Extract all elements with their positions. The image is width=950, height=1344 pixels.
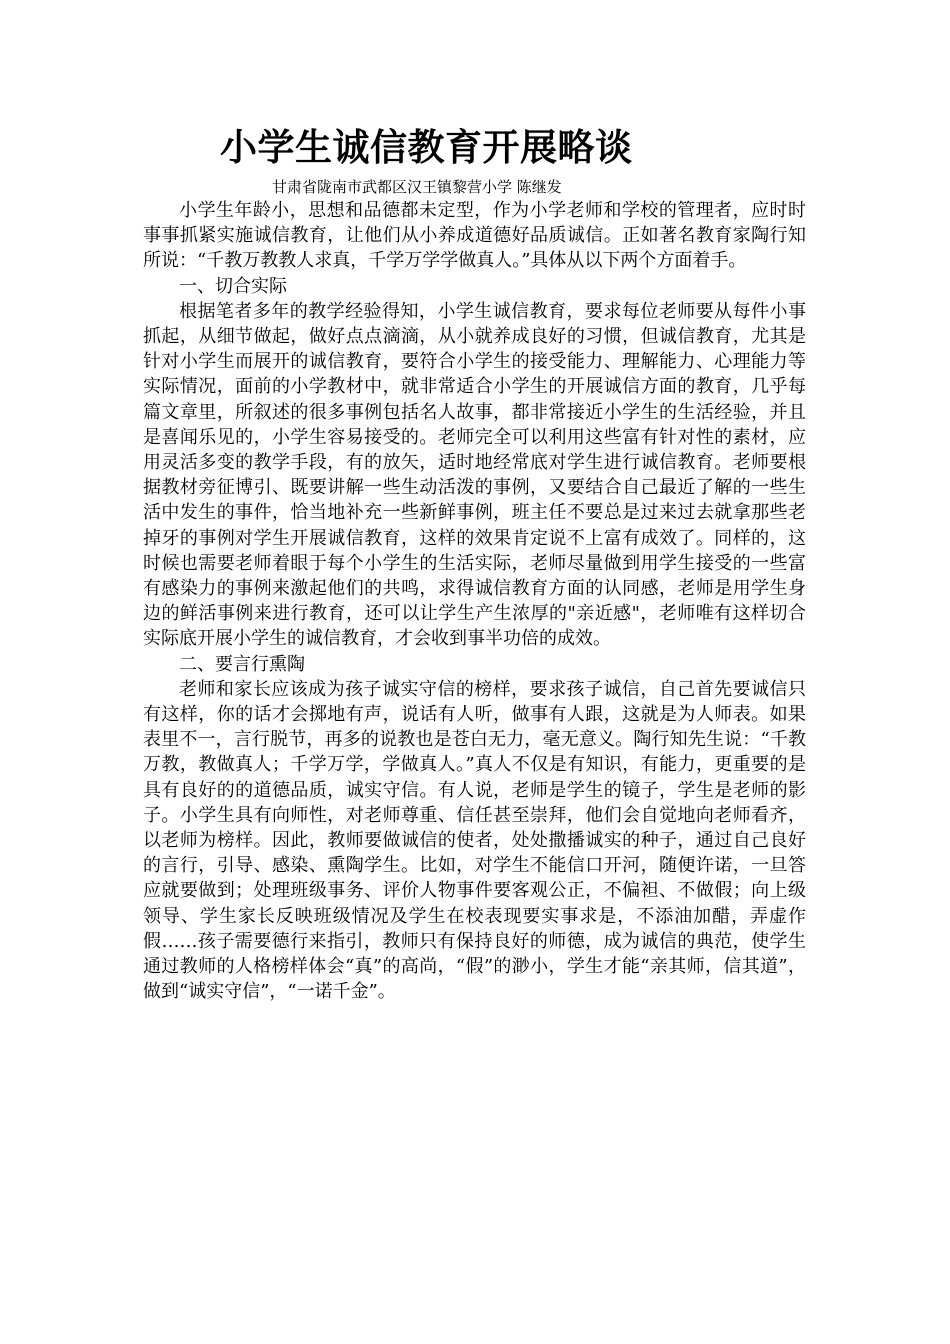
section-2-paragraph: 老师和家长应该成为孩子诚实守信的榜样，要求孩子诚信，自己首先要诚信只有这样，你的话才会掷地有声，说话有人听，做事有人跟，这就是为人师表。如果表里不一，言行脱节，再多的说教也是苍白无力，毫无意义。陶行知先生说：“千教万教，教做真人；千学万学，学做真人。”真人不仅是有知识，有能力，更重要的是具有良好的的道德品质，诚实守信。有人说，老师是学生的镜子，学生是老师的影子。小学生具有向师性，对老师尊重、信任甚至崇拜，他们会自觉地向老师看齐，以老师为榜样。因此，教师要做诚信的使者，处处撒播诚实的种子，通过自己良好的言行，引导、感染、熏陶学生。比如，对学生不能信口开河，随便许诺，一旦答应就要做到；处理班级事务、评价人物事件要客观公正，不偏袒、不做假；向上级领导、学生家长反映班级情况及学生在校表现要实事求是，不添油加醋，弄虚作假……孩子需要德行来指引，教师只有保持良好的师德，成为诚信的典范，使学生通过教师的人格榜样体会“真”的高尚，“假”的渺小，学生才能“亲其师，信其道”，做到“诚实守信”，“一诺千金”。 <box>143 678 806 1003</box>
section-2-heading: 二、要言行熏陶 <box>179 653 305 675</box>
section-1-paragraph: 根据笔者多年的教学经验得知，小学生诚信教育，要求每位老师要从每件小事抓起，从细节做起，做好点点滴滴，从小就养成良好的习惯，但诚信教育，尤其是针对小学生而展开的诚信教育，要符合小学生的接受能力、理解能力、心理能力等实际情况，面前的小学教材中，就非常适合小学生的开展诚信方面的教育，几乎每篇文章里，所叙述的很多事例包括名人故事，都非常接近小学生的生活经验，并且是喜闻乐见的，小学生容易接受的。老师完全可以利用这些富有针对性的素材，应用灵活多变的教学手段，有的放矢，适时地经常底对学生进行诚信教育。老师要根据教材旁征博引、既要讲解一些生动活泼的事例，又要结合自己最近了解的一些生活中发生的事件，恰当地补充一些新鲜事例，班主任不要总是过来过去就拿那些老掉牙的事例对学生开展诚信教育，这样的效果肯定说不上富有成效了。同样的，这时候也需要老师着眼于每个小学生的生活实际，老师尽量做到用学生接受的一些富有感染力的事例来激起他们的共鸣，求得诚信教育方面的认同感，老师是用学生身边的鲜活事例来进行教育，还可以让学生产生浓厚的"亲近感"，老师唯有这样切合实际底开展小学生的诚信教育，才会收到事半功倍的成效。 <box>143 300 806 650</box>
section-1-heading: 一、切合实际 <box>179 275 287 297</box>
document-title: 小学生诚信教育开展略谈 <box>220 125 633 169</box>
author-byline: 甘肃省陇南市武都区汉王镇黎营小学 陈继发 <box>272 178 562 196</box>
document-body <box>143 198 806 1005</box>
intro-paragraph: 小学生年龄小，思想和品德都未定型，作为小学老师和学校的管理者，应时时事事抓紧实施诚信教育，让他们从小养成道德好品质诚信。正如著名教育家陶行知所说：“千教万教教人求真，千学万学学做真人。”具体从以下两个方面着手。 <box>143 200 806 272</box>
